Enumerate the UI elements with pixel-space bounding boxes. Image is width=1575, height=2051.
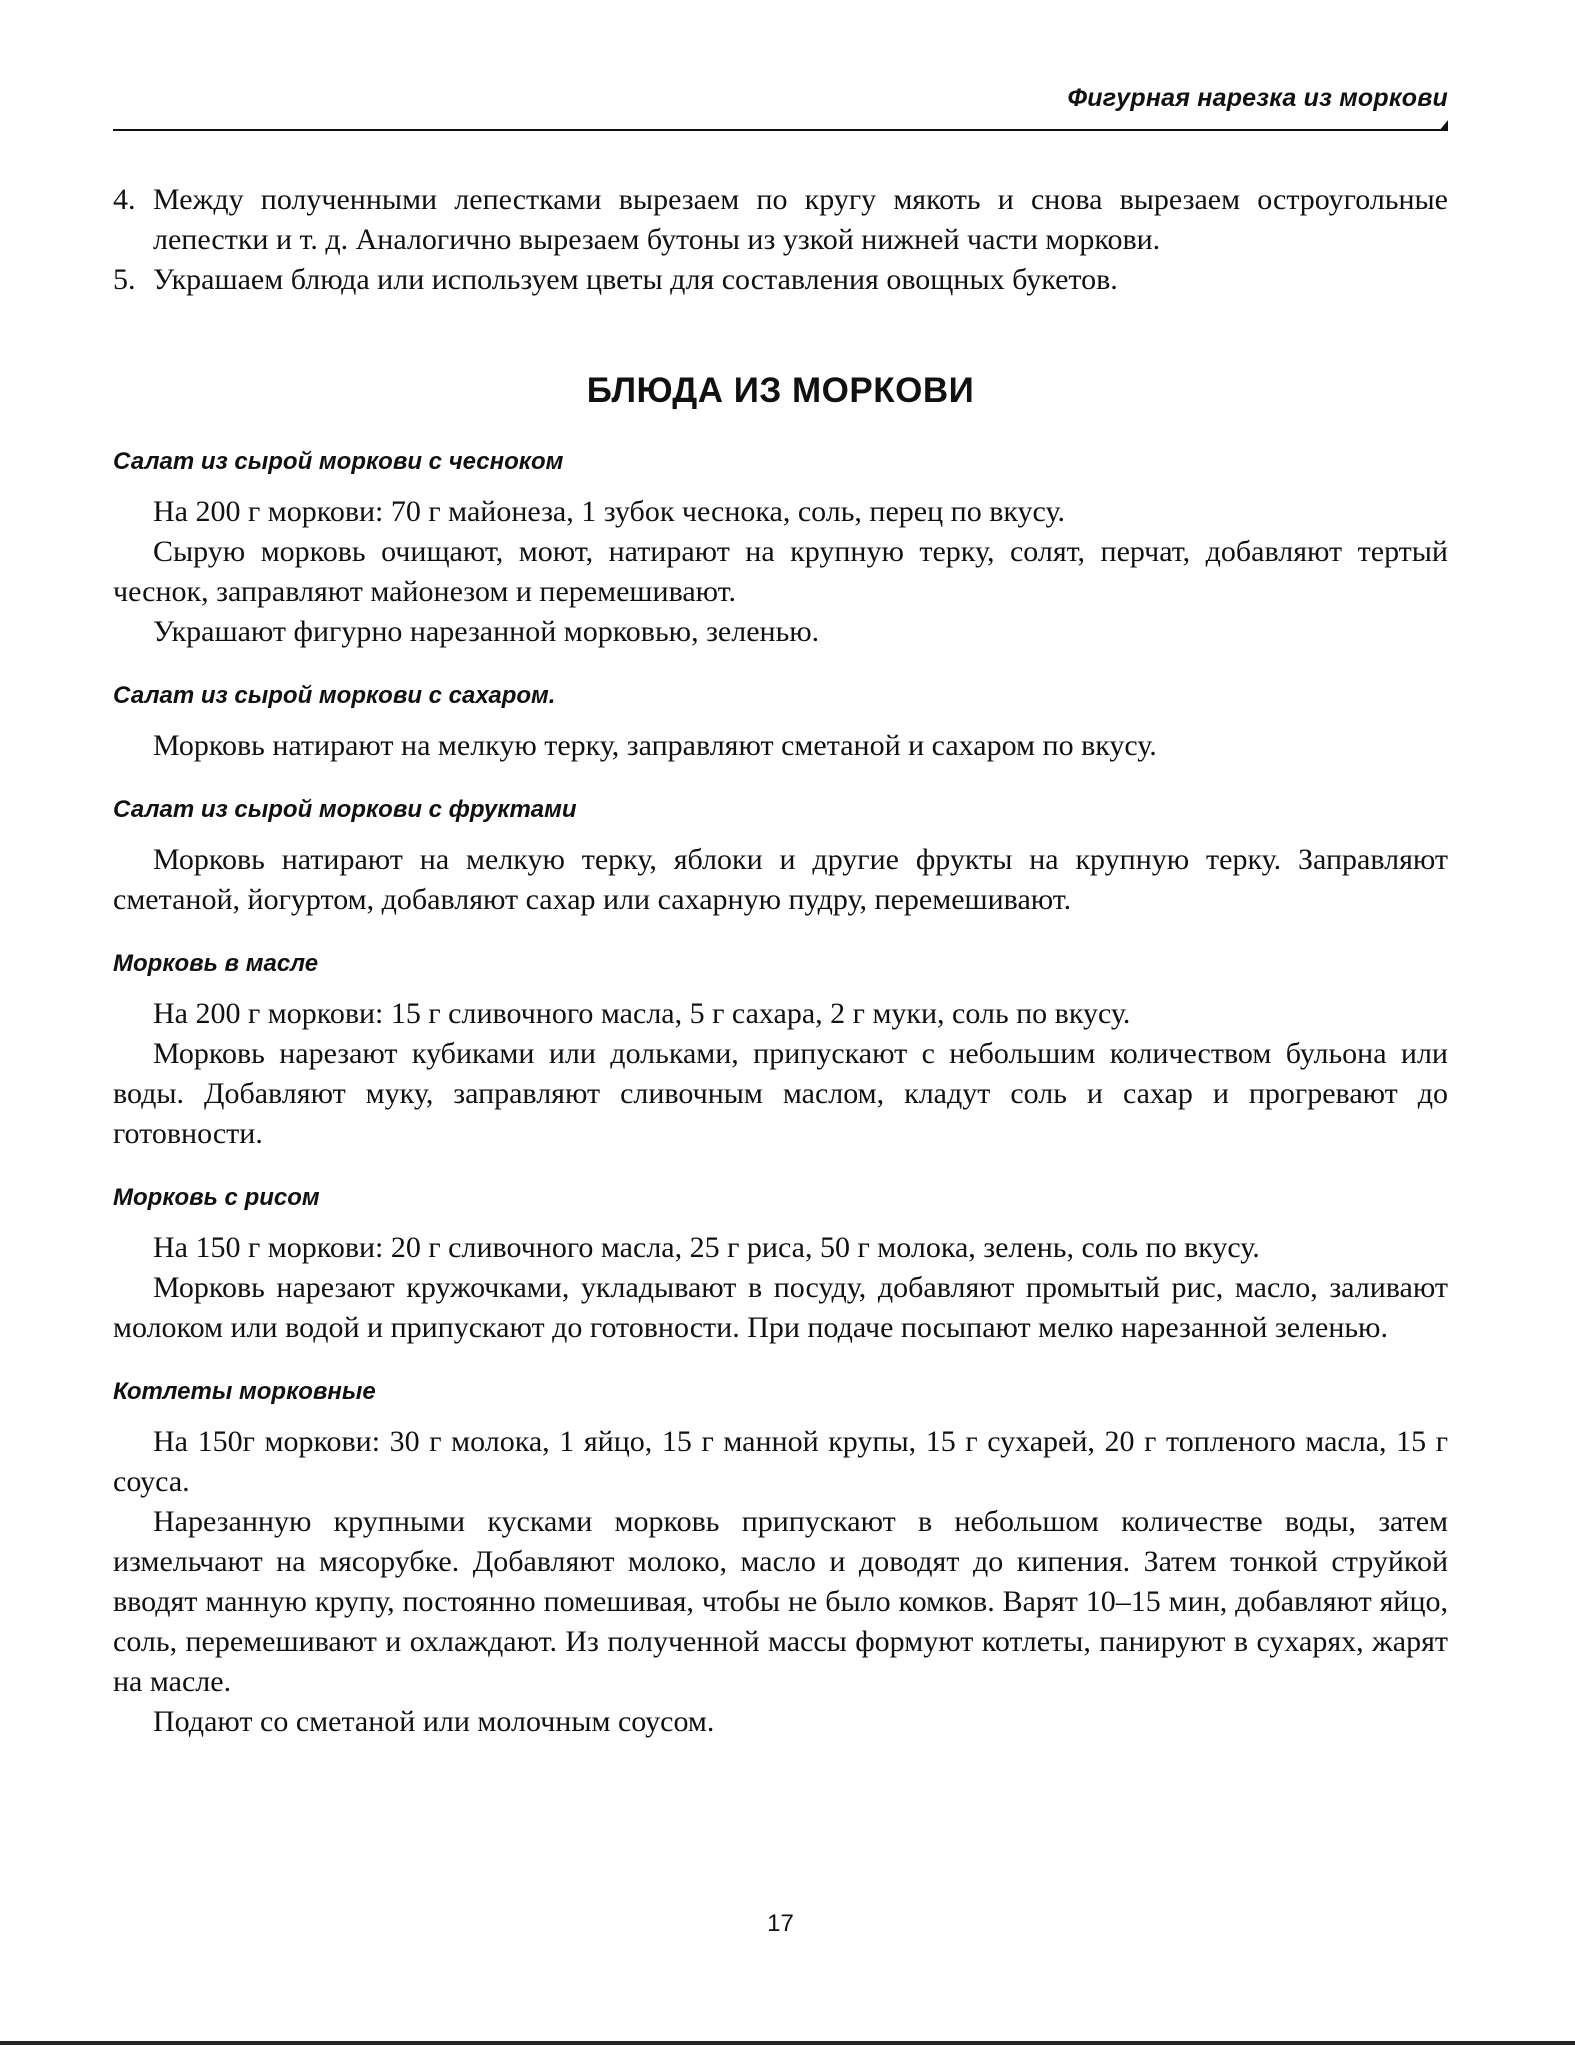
- recipe-paragraph: Морковь нарезают кубиками или дольками, припускают с небольшим количеством бульона или воды. Добавляют муку, заправляют сливочным маслом, кладут соль и сахар и прогревают до готовности.: [113, 1037, 1448, 1150]
- page-bottom-edge: [0, 2041, 1575, 2045]
- page-content: [113, 180, 1448, 1770]
- list-item-text: Между полученными лепестками вырезаем по кругу мякоть и снова вырезаем остроугольные лепестки и т. д. Аналогично вырезаем бутоны из узкой нижней части моркови.: [153, 183, 1448, 256]
- header-rule-tick: [1439, 120, 1448, 131]
- recipe-paragraph: На 200 г моркови: 15 г сливочного масла, 5 г сахара, 2 г муки, соль по вкусу.: [153, 997, 1131, 1030]
- recipe-paragraph: На 150 г моркови: 20 г сливочного масла, 25 г риса, 50 г молока, зелень, соль по вкусу.: [153, 1231, 1260, 1264]
- steps-list: [113, 180, 1448, 300]
- recipe-paragraph: Подают со сметаной или молочным соусом.: [153, 1705, 715, 1738]
- list-item-number: 4.: [113, 183, 136, 216]
- recipe-paragraph: Морковь натирают на мелкую терку, заправляют сметаной и сахаром по вкусу.: [153, 729, 1157, 762]
- recipe-title: Котлеты морковные: [113, 1378, 376, 1405]
- recipe-title: Салат из сырой моркови с фруктами: [113, 796, 577, 823]
- page-number: 17: [767, 1910, 794, 1937]
- recipe-paragraph: Нарезанную крупными кусками морковь припускают в небольшом количестве воды, затем измельчают на мясорубке. Добавляют молоко, масло и доводят до кипения. Затем тонкой струйкой вводят манную крупу, постоянно помешивая, чтобы не было комков. Варят 10–15 мин, добавляют яйцо, соль, перемешивают и охлаждают. Из полученной массы формуют котлеты, панируют в сухарях, жарят на масле.: [113, 1505, 1448, 1698]
- recipe-paragraph: Украшают фигурно нарезанной морковью, зеленью.: [153, 615, 820, 648]
- list-item: [113, 180, 1448, 260]
- recipe-garlic-salad: [113, 446, 1448, 652]
- recipe-title: Морковь в масле: [113, 950, 319, 977]
- recipe-title: Салат из сырой моркови с чесноком: [113, 448, 564, 475]
- list-item-text: Украшаем блюда или используем цветы для составления овощных букетов.: [153, 263, 1118, 296]
- recipe-sugar-salad: [113, 680, 1448, 766]
- recipe-title: Морковь с рисом: [113, 1184, 320, 1211]
- recipe-paragraph: Сырую морковь очищают, моют, натирают на крупную терку, солят, перчат, добавляют тертый чеснок, заправляют майонезом и перемешивают.: [113, 535, 1448, 608]
- recipe-paragraph: На 150г моркови: 30 г молока, 1 яйцо, 15 г манной крупы, 15 г сухарей, 20 г топленого масла, 15 г соуса.: [113, 1425, 1448, 1498]
- list-item-number: 5.: [113, 263, 136, 296]
- recipe-title: Салат из сырой моркови с сахаром.: [113, 682, 556, 709]
- recipe-paragraph: Морковь нарезают кружочками, укладывают в посуду, добавляют промытый рис, масло, заливают молоком или водой и припускают до готовности. При подаче посыпают мелко нарезанной зеленью.: [113, 1271, 1448, 1344]
- recipe-carrot-cutlets: [113, 1376, 1448, 1742]
- recipe-paragraph: Морковь натирают на мелкую терку, яблоки и другие фрукты на крупную терку. Заправляют сметаной, йогуртом, добавляют сахар или сахарную пудру, перемешивают.: [113, 843, 1448, 916]
- recipe-carrot-in-butter: [113, 948, 1448, 1154]
- header-rule: [113, 129, 1448, 131]
- recipe-fruit-salad: [113, 794, 1448, 920]
- section-title: БЛЮДА ИЗ МОРКОВИ: [586, 371, 975, 410]
- recipe-paragraph: На 200 г моркови: 70 г майонеза, 1 зубок чеснока, соль, перец по вкусу.: [153, 495, 1065, 528]
- recipe-carrot-with-rice: [113, 1182, 1448, 1348]
- running-header: Фигурная нарезка из моркови: [1067, 84, 1448, 112]
- list-item: [113, 260, 1448, 300]
